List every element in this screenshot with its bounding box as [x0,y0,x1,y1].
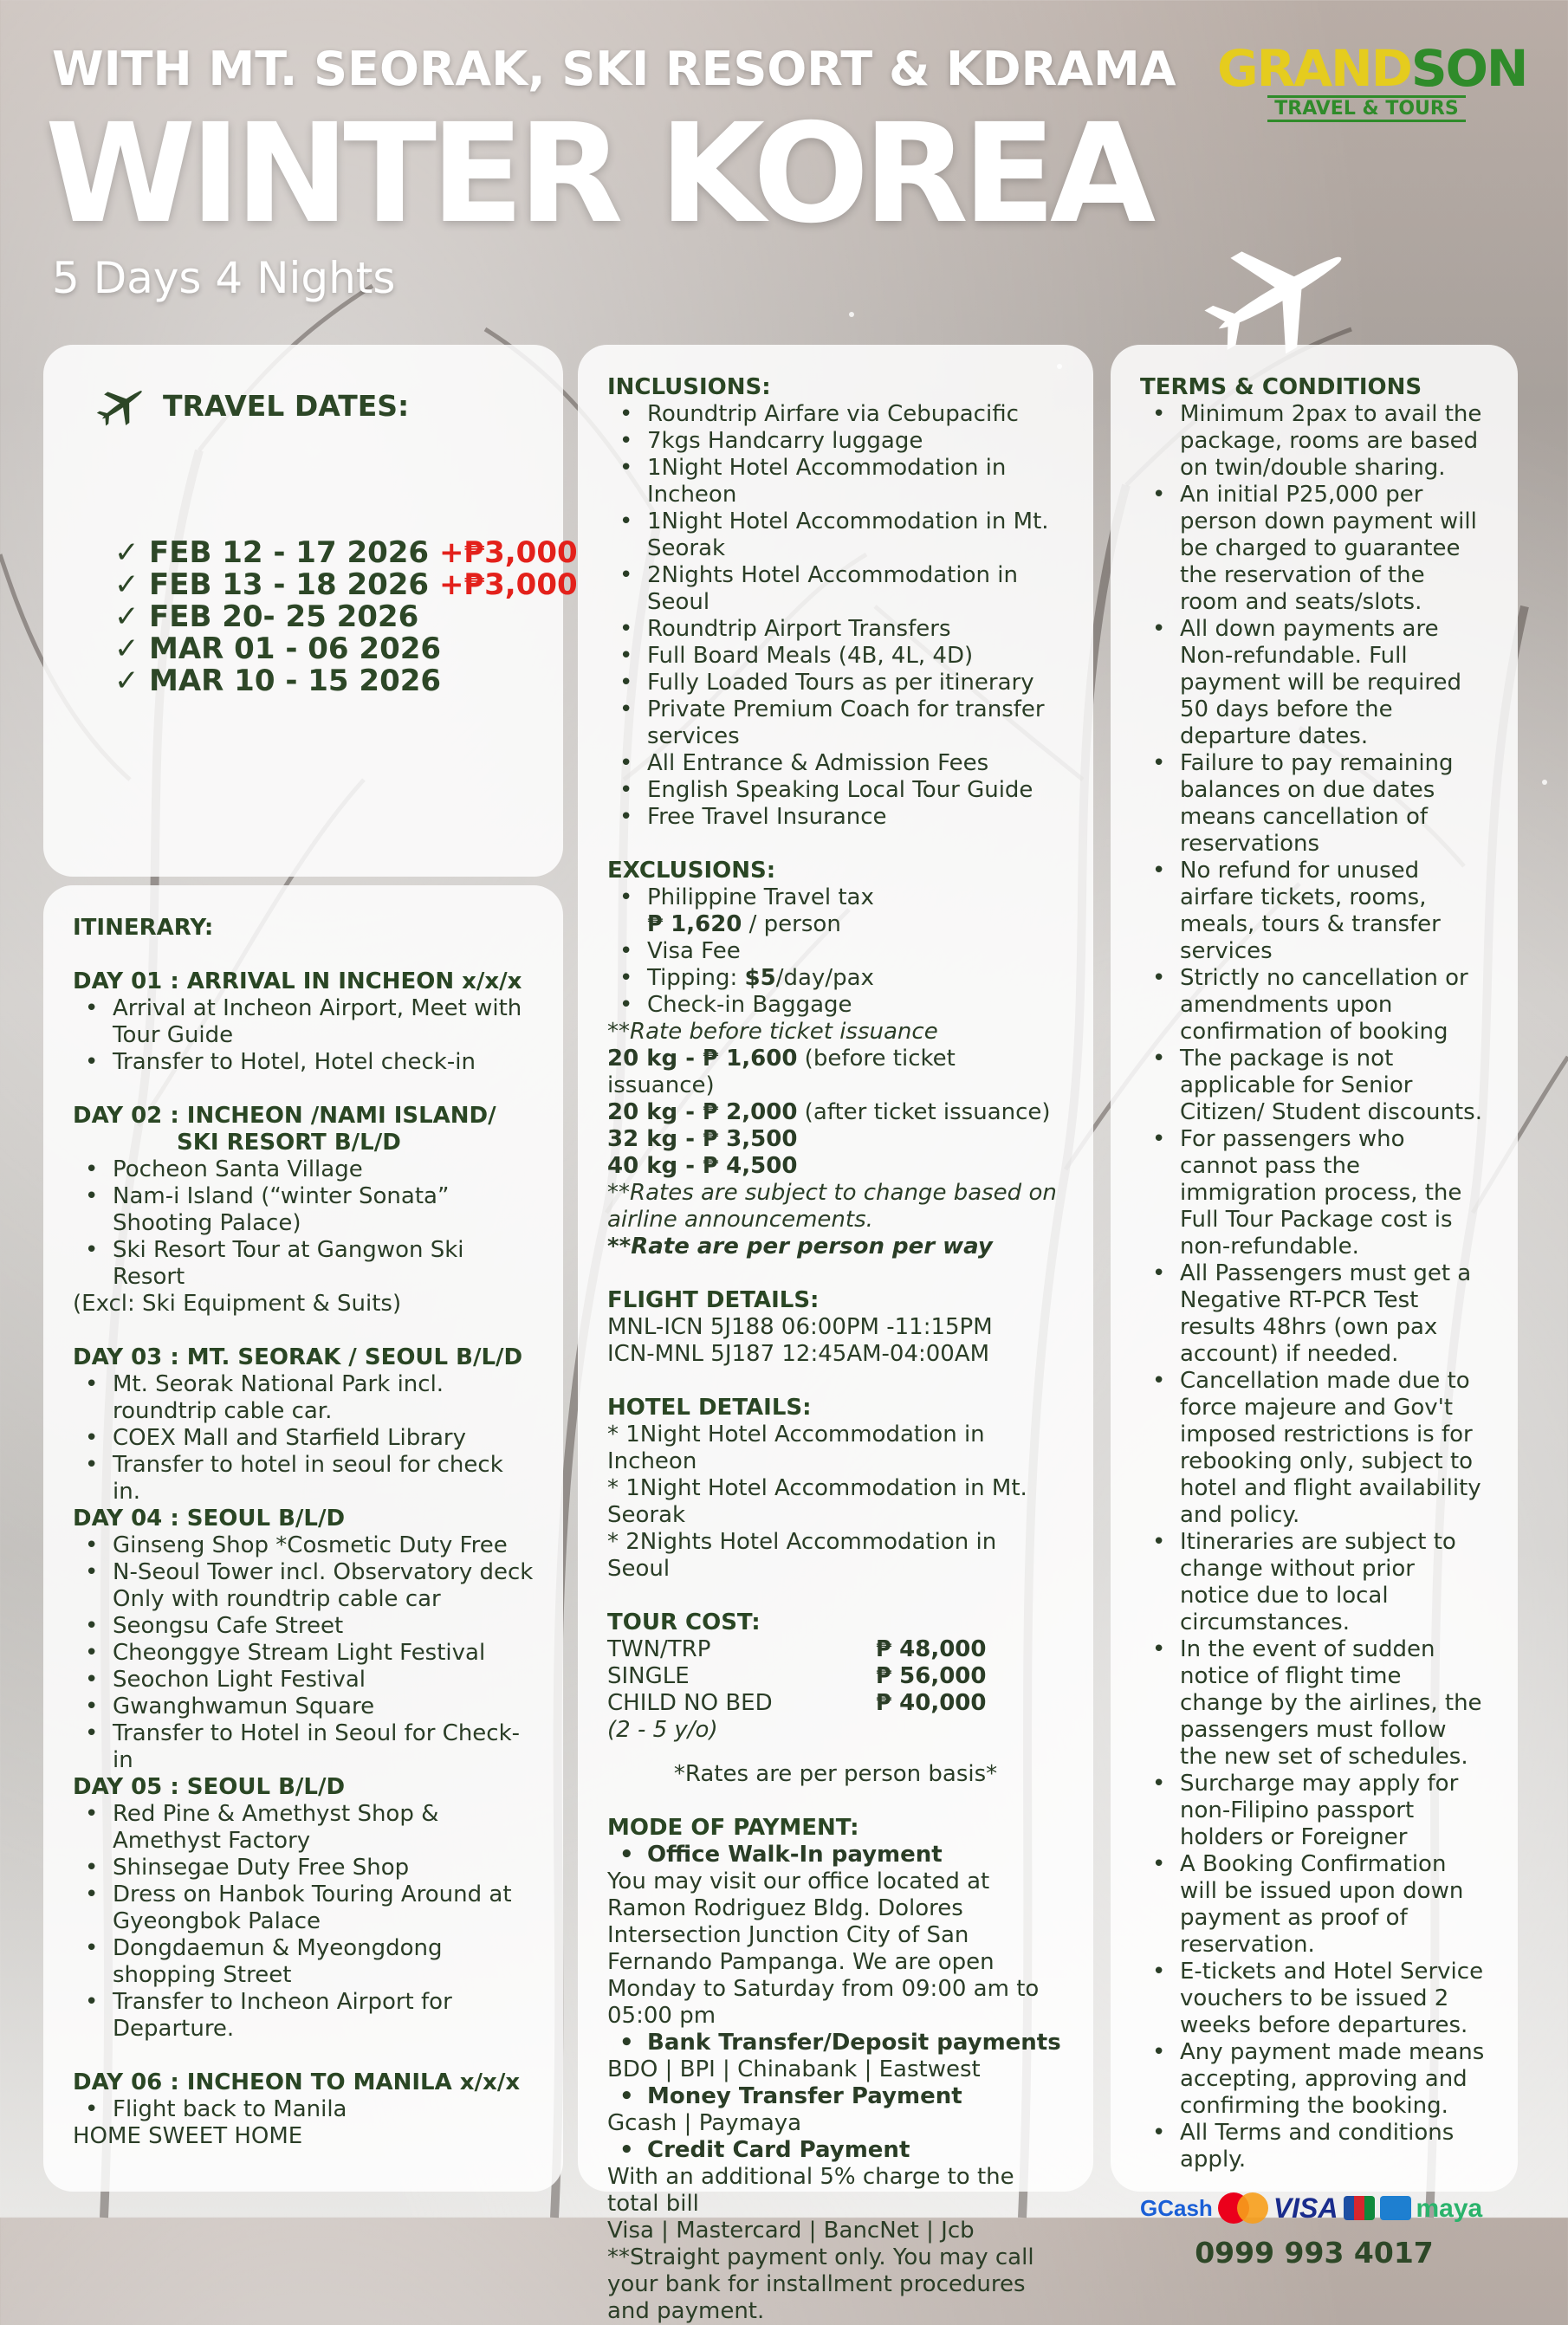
baggage-note: (after ticket issuance) [797,1099,1051,1125]
day-heading: SKI RESORT B/L/D [177,1130,401,1156]
cost-label: TWN/TRP [607,1636,711,1662]
list-item: • The package is not applicable for Senior Citizen/ Student discounts. [1140,1046,1488,1126]
day-heading: DAY 01 : ARRIVAL IN INCHEON x/x/x [73,968,522,994]
payment-method: • Bank Transfer/Deposit payments [607,2030,1064,2056]
day-heading: DAY 05 : SEOUL B/L/D [73,1774,346,1800]
list-item: • Seongsu Cafe Street [73,1613,534,1640]
poster-subtitle: WITH MT. SEORAK, SKI RESORT & KDRAMA [52,42,1176,96]
itinerary-panel [43,885,563,2192]
cost-label: CHILD NO BED [607,1690,773,1716]
date-surcharge: +₱3,000 [438,535,578,570]
list-item: • No refund for unused airfare tickets, rooms, meals, tours & transfer services [1140,858,1488,965]
cost-price: ₱ 40,000 [876,1690,987,1716]
list-item: • Arrival at Incheon Airport, Meet with Tour Guide [73,995,534,1049]
visa-logo: VISA [1273,2192,1338,2224]
gcash-logo: GCash [1140,2194,1213,2221]
tour-cost-title: TOUR COST: [607,1609,761,1635]
payment-list [607,2030,1064,2056]
list-item: • Strictly no cancellation or amendments upon confirmation of booking [1140,965,1488,1046]
date-surcharge: +₱3,000 [438,567,578,602]
list-item: • Gwanghwamun Square [73,1694,534,1720]
travel-date: FEB 13 - 18 2026 [149,567,430,602]
change-note: **Rates are subject to change based on airline announcements. [607,1180,1057,1233]
amex-icon [1380,2196,1411,2220]
list-item: • Fully Loaded Tours as per itinerary [607,670,1064,696]
payment-list [607,1842,1064,1868]
list-item: • Cancellation made due to force majeure and Gov't imposed restrictions is for rebooking only, subject to hotel and flight availability and policy. [1140,1368,1488,1529]
list-item: • Transfer to Hotel in Seoul for Check-in [73,1720,534,1774]
list-item: • Seochon Light Festival [73,1667,534,1694]
terms-title: TERMS & CONDITIONS [1140,374,1422,400]
trip-duration: 5 Days 4 Nights [52,253,396,303]
list-item: • Itineraries are subject to change without prior notice due to local circumstances. [1140,1529,1488,1636]
per-way-note: **Rate are per person per way [607,1234,993,1260]
snow-flake [849,312,854,317]
tipping-amount: $5 [744,965,776,991]
airplane-icon [94,378,149,433]
travel-date: FEB 20- 25 2026 [149,599,419,634]
jcb-icon [1344,2196,1375,2220]
travel-date-row [114,665,534,697]
travel-date-row [114,601,534,633]
baggage-rate-row [607,1126,1064,1153]
flight-details-title: FLIGHT DETAILS: [607,1287,820,1313]
baggage-note: (before ticket issuance) [607,1046,956,1098]
exclusions-title: EXCLUSIONS: [607,858,776,884]
day-heading: DAY 02 : INCHEON /NAMI ISLAND/ [73,1103,496,1129]
contact-phone: 0999 993 4017 [1195,2236,1434,2270]
list-item: • An initial P25,000 per person down payment will be charged to guarantee the reservation of the room and seats/slots. [1140,482,1488,616]
list-item: • All Terms and conditions apply. [1140,2120,1488,2173]
list-item: • Ski Resort Tour at Gangwon Ski Resort [73,1237,534,1291]
payment-list [607,2137,1064,2164]
list-item: • A Booking Confirmation will be issued upon down payment as proof of reservation. [1140,1851,1488,1959]
list-item: • Dress on Hanbok Touring Around at Gyeongbok Palace [73,1881,534,1935]
flight-line: MNL-ICN 5J188 06:00PM -11:15PM [607,1314,993,1340]
list-item: • Surcharge may apply for non-Filipino passport holders or Foreigner [1140,1771,1488,1851]
logo-tagline: TRAVEL & TOURS [1267,95,1465,122]
day-heading: DAY 06 : INCHEON TO MANILA x/x/x [73,2069,521,2095]
travel-date-list [114,535,578,698]
day-heading: DAY 03 : MT. SEORAK / SEOUL B/L/D [73,1344,523,1370]
exclusions-list [607,884,1064,1019]
inclusions-list [607,401,1064,831]
terms-list [1140,401,1488,2173]
list-item: • Private Premium Coach for transfer services [607,696,1064,750]
hotel-line: * 2Nights Hotel Accommodation in Seoul [607,1529,997,1582]
grandson-logo [1217,39,1527,122]
payment-method: • Office Walk-In payment [607,1842,1064,1868]
day-activity-list [73,2096,534,2123]
child-age: (2 - 5 y/o) [607,1717,718,1743]
itinerary-title: ITINERARY: [73,915,214,941]
baggage-weight: 40 kg - ₱ 4,500 [607,1153,798,1179]
payment-text: Gcash | Paymaya [607,2110,802,2136]
payment-text: BDO | BPI | Chinabank | Eastwest [607,2056,981,2082]
list-item: • Check-in Baggage [607,992,1064,1019]
list-item: • Transfer to hotel in seoul for check in. [73,1452,534,1506]
list-item: • Ginseng Shop *Cosmetic Duty Free [73,1532,534,1559]
list-item: • All Entrance & Admission Fees [607,750,1064,777]
list-item: • Any payment made means accepting, approving and confirming the booking. [1140,2039,1488,2120]
list-item: • Roundtrip Airport Transfers [607,616,1064,643]
list-item: • Dongdaemun & Myeongdong shopping Street [73,1935,534,1989]
poster-title: WINTER KOREA [45,94,1150,254]
list-item: • Flight back to Manila [73,2096,534,2123]
cost-row [607,1663,1064,1690]
day-note: HOME SWEET HOME [73,2123,303,2149]
list-item: • Minimum 2pax to avail the package, rooms are based on twin/double sharing. [1140,401,1488,482]
day-activity-list [73,1371,534,1506]
list-item: • 1Night Hotel Accommodation in Mt. Seorak [607,508,1064,562]
list-item: • Mt. Seorak National Park incl. roundtrip cable car. [73,1371,534,1425]
mastercard-icon [1218,2192,1268,2224]
payment-method: • Credit Card Payment [607,2137,1064,2164]
hotel-line: * 1Night Hotel Accommodation in Mt. Seorak [607,1475,1027,1528]
inclusions-title: INCLUSIONS: [607,374,771,400]
list-item: • All down payments are Non-refundable. Full payment will be required 50 days before the departure dates. [1140,616,1488,750]
travel-tax-amount: ₱ 1,620 [647,911,742,937]
travel-date-row [114,567,578,602]
list-item: • Pocheon Santa Village [73,1156,534,1183]
list-item: • In the event of sudden notice of flight time change by the airlines, the passengers must follow the new set of schedules. [1140,1636,1488,1771]
list-item: • English Speaking Local Tour Guide [607,777,1064,804]
check-icon: ✓ [114,567,139,602]
day-activity-list [73,1801,534,2043]
day-activity-list [73,1532,534,1774]
list-item: • Visa Fee [607,938,1064,965]
rate-note: **Rate before ticket issuance [607,1019,938,1045]
baggage-weight: 32 kg - ₱ 3,500 [607,1126,798,1152]
list-item: • Failure to pay remaining balances on due dates means cancellation of reservations [1140,750,1488,858]
travel-date: MAR 01 - 06 2026 [149,631,442,666]
baggage-weight: 20 kg - ₱ 2,000 [607,1099,798,1125]
cost-label: SINGLE [607,1663,690,1689]
payment-method: • Money Transfer Payment [607,2083,1064,2110]
list-item [607,965,1064,992]
list-item: • 7kgs Handcarry luggage [607,428,1064,455]
list-item: • Transfer to Incheon Airport for Departure. [73,1989,534,2043]
snow-flake [1542,780,1547,785]
travel-dates-title: TRAVEL DATES: [163,388,410,423]
list-item: • 1Night Hotel Accommodation in Incheon [607,455,1064,508]
day-activity-list [73,1156,534,1291]
hotel-details-title: HOTEL DETAILS: [607,1395,812,1421]
hotel-line: * 1Night Hotel Accommodation in Incheon [607,1422,985,1474]
straight-payment-note: **Straight payment only. You may call your bank for installment procedures and payment. [607,2244,1034,2324]
check-icon: ✓ [114,535,139,570]
list-item: • Roundtrip Airfare via Cebupacific [607,401,1064,428]
list-item: • 2Nights Hotel Accommodation in Seoul [607,562,1064,616]
day-activity-list [73,995,534,1076]
check-icon: ✓ [114,599,139,634]
list-item: • For passengers who cannot pass the immigration process, the Full Tour Package cost is non-refundable. [1140,1126,1488,1260]
cost-price: ₱ 48,000 [876,1636,987,1662]
travel-dates-panel [43,345,578,877]
check-icon: ✓ [114,631,139,666]
list-item: • Shinsegae Duty Free Shop [73,1855,534,1881]
travel-date: MAR 10 - 15 2026 [149,664,442,698]
list-item: • Red Pine & Amethyst Shop & Amethyst Factory [73,1801,534,1855]
maya-logo: maya [1416,2193,1483,2223]
cost-row [607,1636,1064,1663]
list-item: • Nam-i Island (“winter Sonata” Shooting Palace) [73,1183,534,1237]
day-heading: DAY 04 : SEOUL B/L/D [73,1506,346,1532]
day-note: (Excl: Ski Equipment & Suits) [73,1291,402,1317]
list-item: • E-tickets and Hotel Service vouchers to be issued 2 weeks before departures. [1140,1959,1488,2039]
terms-panel [1111,345,1518,2270]
list-item: • N-Seoul Tower incl. Observatory deck Only with roundtrip cable car [73,1559,534,1613]
list-item: • Full Board Meals (4B, 4L, 4D) [607,643,1064,670]
details-panel [578,345,1093,2324]
travel-date-row [114,535,578,570]
tipping-label: Tipping: [647,965,745,991]
list-item: • Cheonggye Stream Light Festival [73,1640,534,1667]
payment-title: MODE OF PAYMENT: [607,1815,859,1841]
payment-list [607,2083,1064,2110]
payment-text: With an additional 5% charge to the total bill [607,2164,1014,2217]
baggage-rate-row [607,1046,1064,1099]
card-brands: Visa | Mastercard | BancNet | Jcb [607,2218,975,2244]
list-item: • Free Travel Insurance [607,804,1064,831]
list-item [607,884,1064,938]
list-item: • COEX Mall and Starfield Library [73,1425,534,1452]
baggage-weight: 20 kg - ₱ 1,600 [607,1046,798,1072]
travel-date: FEB 12 - 17 2026 [149,535,430,570]
rates-basis-note: *Rates are per person basis* [673,1761,998,1787]
airplane-icon [1195,230,1360,359]
cost-price: ₱ 56,000 [876,1663,987,1689]
baggage-rate-row [607,1099,1064,1126]
baggage-rate-row [607,1153,1064,1180]
tipping-unit: /day/pax [775,965,874,991]
list-item: • All Passengers must get a Negative RT-PCR Test results 48hrs (own pax account) if needed. [1140,1260,1488,1368]
travel-tax-label: Philippine Travel tax [647,884,874,910]
travel-date-row [114,633,534,665]
payment-logos [1140,2192,1488,2224]
payment-text: You may visit our office located at Ramon Rodriguez Bldg. Dolores Intersection Junction City of San Fernando Pampanga. We are open Monday to Saturday from 09:00 am to 05:00 pm [607,1868,1040,2029]
cost-row [607,1690,1064,1717]
logo-name-part2: SON [1410,39,1527,98]
list-item: • Transfer to Hotel, Hotel check-in [73,1049,534,1076]
flight-line: ICN-MNL 5J187 12:45AM-04:00AM [607,1341,990,1367]
check-icon: ✓ [114,664,139,698]
logo-name-part1: GRAND [1217,39,1411,98]
travel-tax-unit: / person [742,911,841,937]
